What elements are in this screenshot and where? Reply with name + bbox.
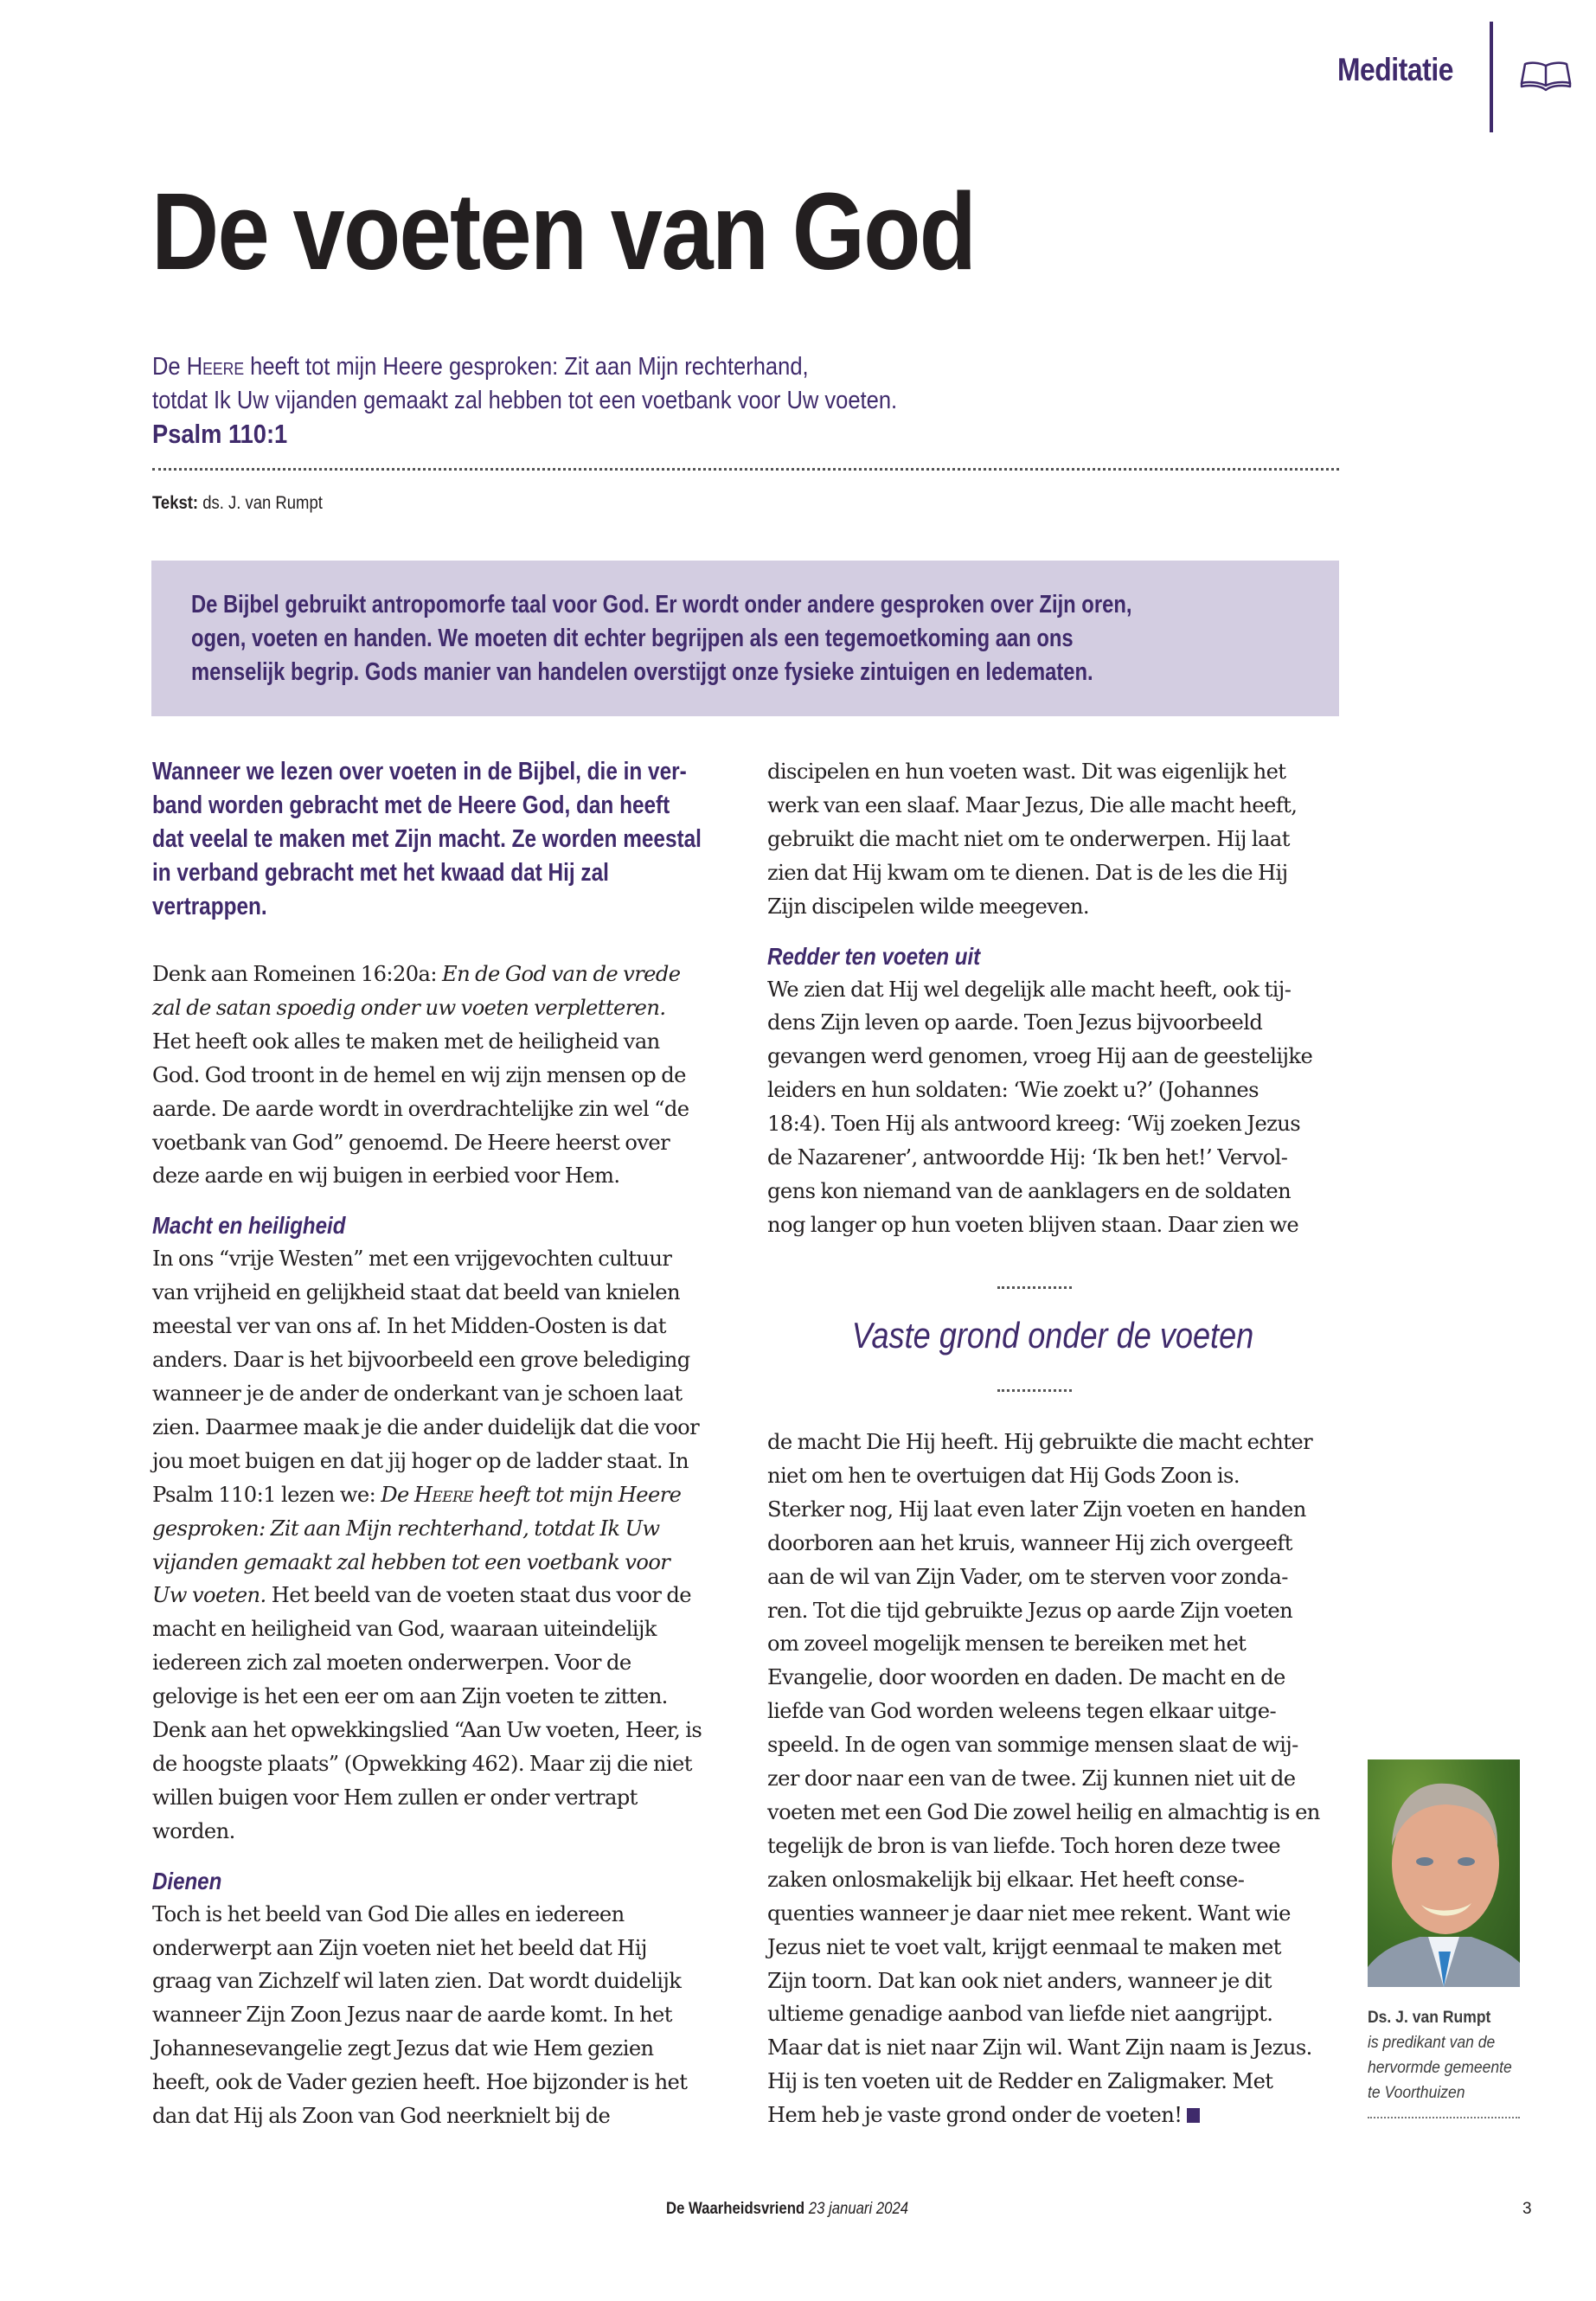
author-caption [1368,2005,1523,2106]
subheading-macht-en-heiligheid: Macht en heiligheid [152,1212,346,1240]
citation-smallcaps: Heere [413,1482,473,1507]
body-paragraph: Toch is het beeld van God Die alles en iedereen onderwerpt aan Zijn voeten niet het beeld dat Hij graag van Zichzelf wil laten zien. Dat wordt duidelijk wanneer Zijn Zoon Jezus naar de aarde komt. In het Johannesevangelie zegt Jezus dat wie Hem gezien heeft, ook de Vader gezien heeft. Hoe bijzonder is het dan dat Hij als Zoon van God neerknielt bij de [152,1901,688,2129]
dotted-divider [152,468,1339,471]
author-label: Tekst: [152,493,199,513]
quote-text-smallcaps: Heere [186,353,245,381]
author-credit [152,493,323,514]
publication-date: 23 januari 2024 [808,2200,909,2218]
lead-paragraph: Wanneer we lezen over voeten in de Bijbel, die in verband worden gebracht met de Heere God, dan heeft dat veelal te maken met Zijn macht. Ze worden meestal in verband gebracht met het kwaad dat Hij zal vertrappen. [152,758,702,920]
body-paragraph [152,958,706,1193]
pull-quote-divider-top [997,1286,1072,1289]
subheading-dienen: Dienen [152,1867,222,1894]
bible-quote-reference: Psalm 110:1 [152,419,288,449]
footer-publication [666,2200,908,2219]
author-photo [1368,1759,1520,1987]
bible-quote [152,350,913,418]
citation-text: De [381,1482,414,1507]
caption-divider [1368,2117,1520,2118]
end-of-article-mark [1187,2108,1200,2123]
body-paragraph [152,1242,706,1848]
body-text: Denk aan Romeinen 16:20a: [152,962,443,986]
body-paragraph: We zien dat Hij wel degelijk alle macht heeft, ook tijdens Zijn leven op aarde. Toen Jezus bijvoorbeeld gevangen werd genomen, vroeg Hij aan de geestelijke leiders en hun soldaten: ‘Wie zoekt u?’ (Johannes 18:4). Toen Hij als antwoord kreeg: ‘Wij zoeken Jezus de Nazarener’, antwoordde Hij: ‘Ik ben het!’ Vervolgens kon niemand van de aanklagers en de soldaten nog langer op hun voeten blijven staan. Daar zien we [767,977,1313,1237]
body-paragraph [767,1426,1321,2132]
bible-quote-line-2: totdat Ik Uw vijanden gemaakt zal hebben tot een voetbank voor Uw voeten. [152,387,898,414]
caption-role: te Voorthuizen [1368,2083,1465,2102]
author-portrait [1368,1759,1520,1987]
bible-quote-line-1 [152,350,913,384]
body-text: Het heeft ook alles te maken met de heiligheid van God. God troont in de hemel en wij zijn mensen op de aarde. De aarde wordt in overdrachtelijke zin wel “de voetbank van God” genoemd. De Heere heerst over deze aarde en wij buigen in eerbied voor Hem. [152,1029,689,1189]
quote-text: heeft tot mijn Heere gesproken: Zit aan Mijn rechterhand, [244,353,809,381]
section-label: Meditatie [1336,52,1453,87]
body-paragraph: discipelen en hun voeten wast. Dit was eigenlijk het werk van een slaaf. Maar Jezus, Die alle macht heeft, gebruikt die macht niet om te onderwerpen. Hij laat zien dat Hij kwam om te dienen. Dat is de les die Hij Zijn discipelen wilde meegeven. [767,760,1298,919]
citation-text: heeft tot mijn Heere gesproken: Zit aan Mijn rechterhand, totdat Ik Uw vijanden gemaakt zal hebben tot een voetbank voor Uw voeten. [152,1482,682,1608]
scripture-citation: En de God van de vrede zal de satan spoedig onder uw voeten verpletteren. [152,962,681,1020]
publication-name: De Waarheidsvriend [666,2200,805,2218]
quote-text: De [152,353,187,381]
article-title: De voeten van God [151,170,976,292]
open-book-icon [1520,61,1572,92]
body-text: Het beeld van de voeten staat dus voor de macht en heiligheid van God, waaraan uiteindelijk iedereen zich zal moeten onderwerpen. Voor de gelovige is het een eer om aan Zijn voeten te zitten. Denk aan het opwekkingslied “Aan Uw voeten, Heer, is de hoogste plaats” (Opwekking 462). Maar zij die niet willen buigen voor Hem zullen er onder vertrapt worden. [152,1583,702,1843]
body-text: de macht Die Hij heeft. Hij gebruikte die macht echter niet om hen te overtuigen dat Hij Gods Zoon is. Sterker nog, Hij laat even later Zijn voeten en handen doorboren aan het kruis, wanneer Hij zich overgeeft aan de wil van Zijn Vader, om te sterven voor zondaren. Tot die tijd gebruikte Jezus op aarde Zijn voeten om zoveel mogelijk mensen te bereiken met het Evangelie, door woorden en daden. De macht en de liefde van God worden weleens tegen elkaar uitgespeeld. In de ogen van sommige mensen slaat de wijzer door naar een van de twee. Zij kunnen niet uit de voeten met een God Die zowel heilig en almachtig is en tegelijk de bron is van liefde. Toch horen deze twee zaken onlosmakelijk bij elkaar. Het heeft consequenties wanneer je daar niet mee rekent. Want wie Jezus niet te voet valt, krijgt eenmaal te maken met Zijn toorn. Dat kan ook niet anders, wanneer je dit ultieme genadige aanbod van liefde niet aangrijpt. Maar dat is niet naar Zijn wil. Want Zijn naam is Jezus. Hij is ten voeten uit de Redder en Zaligmaker. Met Hem heb je vaste grond onder de voeten! [767,1430,1320,2128]
caption-role: hervormde gemeente [1368,2058,1512,2077]
header-divider [1490,22,1493,132]
column-right [767,755,1321,1242]
subheading-redder-ten-voeten-uit: Redder ten voeten uit [767,942,981,970]
body-text: In ons “vrije Westen” met een vrijgevochten cultuur van vrijheid en gelijkheid staat dat beeld van knielen meestal ver van ons af. In het Midden-Oosten is dat anders. Daar is het bijvoorbeeld een grove belediging wanneer je de ander de onderkant van je schoen laat zien. Daarmee maak je die ander duidelijk dat die voor jou moet buigen en dat jij hoger op de ladder staat. In Psalm 110:1 lezen we: [152,1247,700,1507]
pull-quote: Vaste grond onder de voeten [851,1315,1254,1356]
column-right-continued [767,1426,1321,2132]
caption-name: Ds. J. van Rumpt [1368,2008,1491,2027]
intro-text: De Bijbel gebruikt antropomorfe taal voor God. Er wordt onder andere gesproken over Zijn oren, ogen, voeten en handen. We moeten dit echter begrijpen als een tegemoetkoming aan ons menselijk begrip. Gods manier van handelen overstijgt onze fysieke zintuigen en ledematen. [191,591,1132,686]
pull-quote-divider-bottom [997,1389,1072,1392]
page-number: 3 [1522,2200,1532,2218]
author-name: ds. J. van Rumpt [202,493,323,513]
column-left [152,755,706,2133]
caption-role: is predikant van de [1368,2033,1496,2052]
